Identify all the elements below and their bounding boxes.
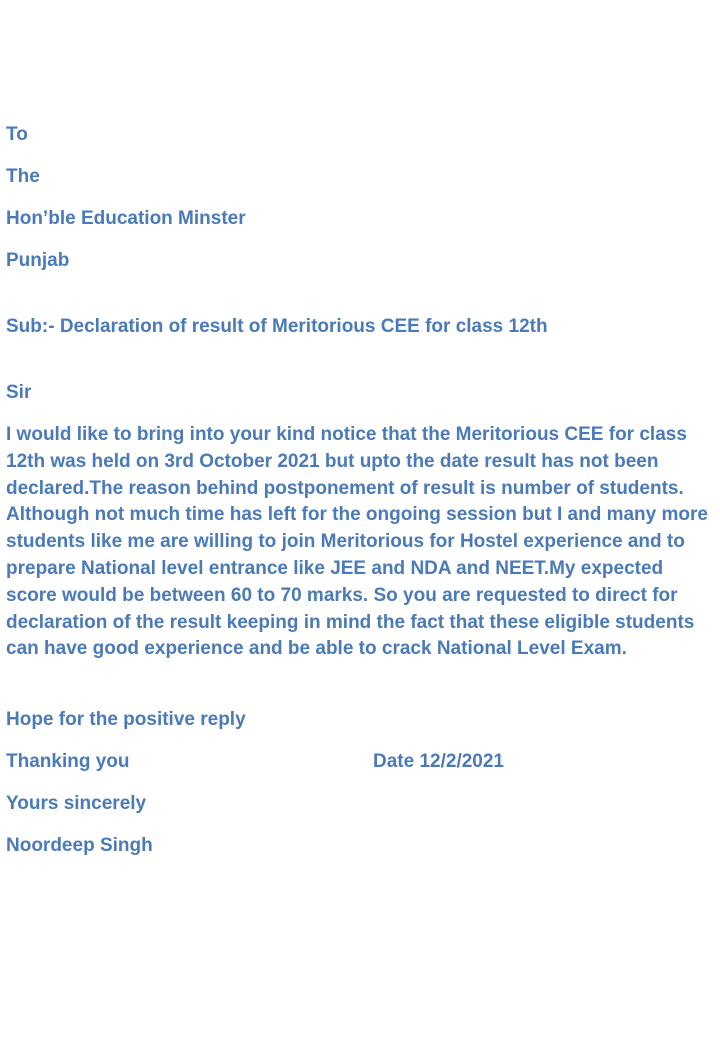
letter-date: Date 12/2/2021 [373, 751, 504, 772]
sender-name: Noordeep Singh [6, 835, 153, 856]
salutation: Sir [6, 382, 32, 403]
thanking-line: Thanking you [6, 751, 130, 772]
subject-line: Sub:- Declaration of result of Meritorious CEE for class 12th [6, 316, 548, 337]
letter-body: I would like to bring into your kind notice that the Meritorious CEE for class 12th was held on 3rd October 2021 but upto the date result has not been declared.The reason behind postponement of result is number of students. Although not much time has left for the ongoing session but I and many more students like me are willing to join Meritorious for Hostel experience and to prepare National level entrance like JEE and NDA and NEET.My expected score would be between 60 to 70 marks. So you are requested to direct for declaration of the result keeping in mind the fact that these eligible students can have good experience and be able to crack National Level Exam. [6, 424, 708, 660]
closing-line: Hope for the positive reply [6, 709, 246, 730]
recipient-line: Hon’ble Education Minster [6, 208, 246, 229]
place-line: Punjab [6, 250, 70, 271]
the-line: The [6, 166, 40, 187]
sign-off: Yours sincerely [6, 793, 147, 814]
to-line: To [6, 124, 28, 145]
